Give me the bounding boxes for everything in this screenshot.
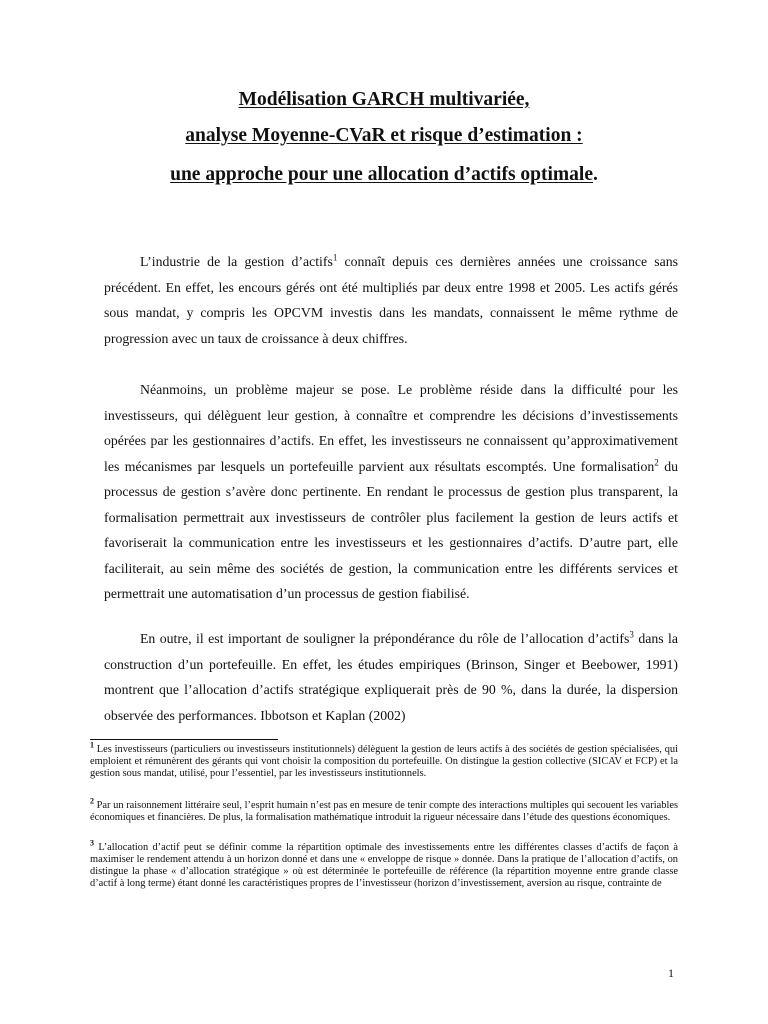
footnote-2-number: 2: [90, 796, 94, 806]
paragraph-1-part-a: L’industrie de la gestion d’actifs: [140, 254, 333, 269]
footnote-1-number: 1: [90, 740, 94, 750]
title-line-3: [90, 165, 678, 185]
paragraph-3-part-a: En outre, il est important de souligner la prépondérance du rôle de l’allocation d’actifs: [140, 631, 630, 646]
paragraph-2-part-b: du processus de gestion s’avère donc pertinente. En rendant le processus de gestion plus transparent, la formalisation permettrait aux investisseurs de contrôler plus facilement la gestion de leurs actifs et favoriserait la communication entre les investisseurs et les gestionnaires d’actifs. D’autre part, elle faciliterait, au sein même des sociétés de gestion, la communication entre les différents services et permettrait une automatisation d’un processus de gestion fiabilisé.: [104, 458, 678, 601]
paragraph-3-part-b: dans la construction d’un portefeuille. En effet, les études empiriques (Brinson, Singer et Beebower, 1991) montrent que l’allocation d’actifs stratégique expliquerait près de 90 %, dans la durée, la dispersion observée des performances. Ibbotson et Kaplan (2002): [104, 631, 679, 723]
footnote-separator: [90, 739, 278, 740]
paragraph-1: [104, 249, 678, 351]
footnote-ref-3: 3: [629, 629, 634, 640]
page-number: 1: [668, 966, 674, 980]
footnote-ref-2: 2: [654, 456, 659, 467]
paragraph-1-part-b: connaît depuis ces dernières années une croissance sans précédent. En effet, les encours gérés ont été multipliés par deux entre 1998 et 2005. Les actifs gérés sous mandat, y compris les OPCVM investis dans les mandats, connaissent le même rythme de progression avec un taux de croissance à deux chiffres.: [104, 254, 679, 346]
footnote-3: [90, 838, 678, 890]
paragraph-2: [104, 377, 678, 607]
footnote-3-text: L’allocation d’actif peut se définir comme la répartition optimale des investissements entre les différentes classes d’actifs de façon à maximiser le rendement attendu à un horizon donné et dans une « enveloppe de risque » donnée. Dans la pratique de l’allocation d’actifs, on distingue la phase « d’allocation stratégique » où est déterminée le portefeuille de référence (la répartition moyenne entre grande classe d’actif à long terme) étant donné les caractéristiques propres de l’investisseur (horizon d’investissement, aversion au risque, contrainte de: [90, 842, 678, 890]
paragraph-3: [104, 626, 678, 728]
title-line-1: [90, 90, 678, 110]
title-line-3-text: une approche pour une allocation d’actifs optimale: [170, 164, 593, 185]
paragraph-2-part-a: Néanmoins, un problème majeur se pose. Le problème réside dans la difficulté pour les investisseurs, qui délèguent leur gestion, à connaître et comprendre les décisions d’investissements opérées par les gestionnaires d’actifs. En effet, les investisseurs ne connaissent qu’approximativement les mécanismes par lesquels un portefeuille parvient aux résultats escomptés. Une formalisation: [104, 382, 678, 474]
title-line-2: [90, 126, 678, 146]
footnote-1-text: Les investisseurs (particuliers ou investisseurs institutionnels) délèguent la gestion de leurs actifs à des sociétés de gestion spécialisées, qui emploient et rémunèrent des gérants qui vont choisir la composition du portefeuille. On distingue la gestion collective (SICAV et FCP) et la gestion sous mandat, utilisé, pour l’essentiel, par les investisseurs institutionnels.: [90, 744, 678, 780]
title-line-1-text: Modélisation GARCH multivariée,: [238, 89, 530, 110]
title-period: .: [593, 164, 598, 185]
footnote-2: [90, 796, 678, 824]
footnote-ref-1: 1: [332, 252, 338, 263]
footnote-2-text: Par un raisonnement littéraire seul, l’esprit humain n’est pas en mesure de tenir compte des interactions multiples qui secouent les variables économiques et financières. De plus, la formalisation mathématique introduit la rigueur nécessaire dans l’étude des questions économiques.: [90, 800, 678, 824]
footnote-3-number: 3: [90, 838, 94, 848]
title-line-2-text: analyse Moyenne-CVaR et risque d’estimation :: [185, 125, 583, 146]
footnote-1: [90, 740, 678, 780]
